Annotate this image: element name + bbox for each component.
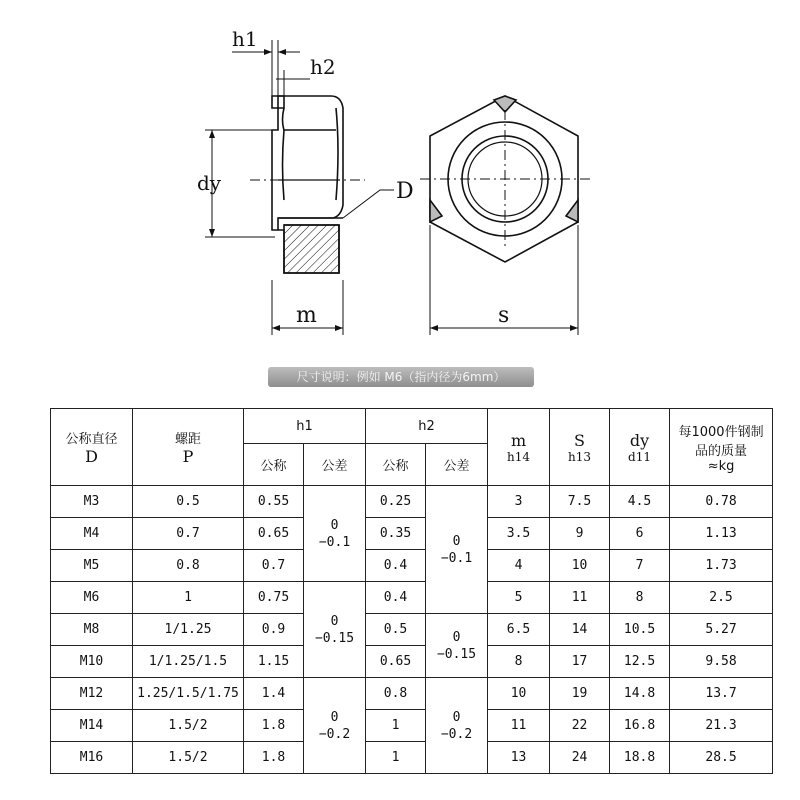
- header-m-sub: h14: [507, 449, 531, 464]
- table-row: [51, 678, 773, 710]
- cell-h2: 0.4: [366, 550, 426, 582]
- cell-s: 24: [550, 742, 610, 774]
- cell-h2: 1: [366, 742, 426, 774]
- cell-d: M10: [51, 646, 133, 678]
- cell-d: M16: [51, 742, 133, 774]
- cell-dy: 6: [610, 518, 670, 550]
- cell-s: 7.5: [550, 486, 610, 518]
- side-view-dimensions: [205, 40, 394, 335]
- header-nominal-diameter: [51, 409, 133, 486]
- header-h1: h1: [244, 409, 366, 444]
- header-h2-tolerance: 公差: [426, 444, 488, 486]
- spec-table: [50, 408, 773, 774]
- cell-m: 6.5: [488, 614, 550, 646]
- header-s: [550, 409, 610, 486]
- cell-dy: 7: [610, 550, 670, 582]
- cell-dy: 16.8: [610, 710, 670, 742]
- table-row: [51, 550, 773, 582]
- cell-s: 17: [550, 646, 610, 678]
- cell-p: 1.5/2: [133, 710, 244, 742]
- cell-p: 1.5/2: [133, 742, 244, 774]
- cell-s: 9: [550, 518, 610, 550]
- header-nominal-sym: D: [85, 447, 98, 466]
- header-h2: h2: [366, 409, 488, 444]
- cell-mass: 28.5: [670, 742, 773, 774]
- table-row: [51, 614, 773, 646]
- cell-h1: 1.8: [244, 710, 304, 742]
- cell-h1-tolerance: 0 −0.1: [304, 486, 366, 582]
- cell-mass: 0.78: [670, 486, 773, 518]
- header-pitch-cn: 螺距: [174, 432, 201, 447]
- cell-h1: 1.4: [244, 678, 304, 710]
- header-mass-line2: 品的质量: [695, 443, 748, 459]
- cell-m: 10: [488, 678, 550, 710]
- cell-h2: 0.35: [366, 518, 426, 550]
- header-mass-line1: 每1000件钢制: [678, 424, 764, 440]
- cell-p: 1/1.25: [133, 614, 244, 646]
- cell-mass: 1.13: [670, 518, 773, 550]
- label-h2: h2: [310, 55, 336, 79]
- cell-mass: 2.5: [670, 582, 773, 614]
- cell-mass: 9.58: [670, 646, 773, 678]
- cell-m: 4: [488, 550, 550, 582]
- header-pitch: [133, 409, 244, 486]
- cell-mass: 5.27: [670, 614, 773, 646]
- side-view: [250, 96, 365, 273]
- cell-dy: 14.8: [610, 678, 670, 710]
- cell-dy: 8: [610, 582, 670, 614]
- header-dy: [610, 409, 670, 486]
- caption-bar: 尺寸说明：例如 M6（指内径为6mm）: [268, 367, 534, 387]
- cell-h1: 0.9: [244, 614, 304, 646]
- header-m: [488, 409, 550, 486]
- cell-h2: 0.25: [366, 486, 426, 518]
- cell-d: M6: [51, 582, 133, 614]
- cell-d: M12: [51, 678, 133, 710]
- header-s-sub: h13: [568, 449, 592, 464]
- cell-m: 8: [488, 646, 550, 678]
- cell-h1-tolerance: 0 −0.2: [304, 678, 366, 774]
- cell-p: 1: [133, 582, 244, 614]
- cell-dy: 4.5: [610, 486, 670, 518]
- label-m: m: [296, 303, 317, 328]
- cell-dy: 12.5: [610, 646, 670, 678]
- header-m-sym: m: [510, 430, 527, 450]
- label-h1: h1: [232, 27, 258, 51]
- cell-mass: 21.3: [670, 710, 773, 742]
- cell-h1: 1.15: [244, 646, 304, 678]
- table-row: [51, 582, 773, 614]
- table-row: [51, 710, 773, 742]
- header-h2-nominal: 公称: [366, 444, 426, 486]
- cell-h1: 0.55: [244, 486, 304, 518]
- header-nominal-cn: 公称直径: [65, 432, 118, 447]
- cell-p: 0.5: [133, 486, 244, 518]
- label-D: D: [396, 179, 414, 204]
- cell-h2-tolerance: 0 −0.15: [426, 614, 488, 678]
- cell-h1: 0.65: [244, 518, 304, 550]
- cell-p: 0.8: [133, 550, 244, 582]
- cell-p: 0.7: [133, 518, 244, 550]
- cell-s: 14: [550, 614, 610, 646]
- cell-p: 1.25/1.5/1.75: [133, 678, 244, 710]
- cell-dy: 18.8: [610, 742, 670, 774]
- cell-h2: 0.4: [366, 582, 426, 614]
- table-row: [51, 742, 773, 774]
- cell-m: 5: [488, 582, 550, 614]
- cell-d: M14: [51, 710, 133, 742]
- header-dy-sub: d11: [628, 449, 651, 464]
- header-h1-tolerance: 公差: [304, 444, 366, 486]
- header-dy-sym: dy: [629, 430, 650, 450]
- cell-h1: 0.75: [244, 582, 304, 614]
- cell-m: 3: [488, 486, 550, 518]
- header-pitch-sym: P: [182, 447, 194, 466]
- cell-h1: 0.7: [244, 550, 304, 582]
- cell-d: M8: [51, 614, 133, 646]
- cell-p: 1/1.25/1.5: [133, 646, 244, 678]
- front-view: [420, 96, 590, 262]
- cell-h1-tolerance: 0 −0.15: [304, 582, 366, 678]
- cell-mass: 1.73: [670, 550, 773, 582]
- header-s-sym: S: [574, 430, 586, 450]
- cell-d: M5: [51, 550, 133, 582]
- table-row: [51, 518, 773, 550]
- cell-s: 10: [550, 550, 610, 582]
- cell-s: 11: [550, 582, 610, 614]
- cell-s: 22: [550, 710, 610, 742]
- table-row: [51, 646, 773, 678]
- label-dy: dy: [197, 171, 222, 195]
- header-mass: [670, 409, 773, 486]
- cell-m: 13: [488, 742, 550, 774]
- cell-s: 19: [550, 678, 610, 710]
- label-s: s: [498, 303, 510, 328]
- table-row: [51, 486, 773, 518]
- header-mass-line3: ≈kg: [707, 458, 735, 474]
- cell-m: 11: [488, 710, 550, 742]
- cell-mass: 13.7: [670, 678, 773, 710]
- cell-d: M3: [51, 486, 133, 518]
- cell-h2: 1: [366, 710, 426, 742]
- header-h1-nominal: 公称: [244, 444, 304, 486]
- cell-d: M4: [51, 518, 133, 550]
- cell-m: 3.5: [488, 518, 550, 550]
- cell-dy: 10.5: [610, 614, 670, 646]
- cell-h2-tolerance: 0 −0.1: [426, 486, 488, 614]
- cell-h2: 0.65: [366, 646, 426, 678]
- cell-h1: 1.8: [244, 742, 304, 774]
- cell-h2: 0.8: [366, 678, 426, 710]
- cell-h2: 0.5: [366, 614, 426, 646]
- cell-h2-tolerance: 0 −0.2: [426, 678, 488, 774]
